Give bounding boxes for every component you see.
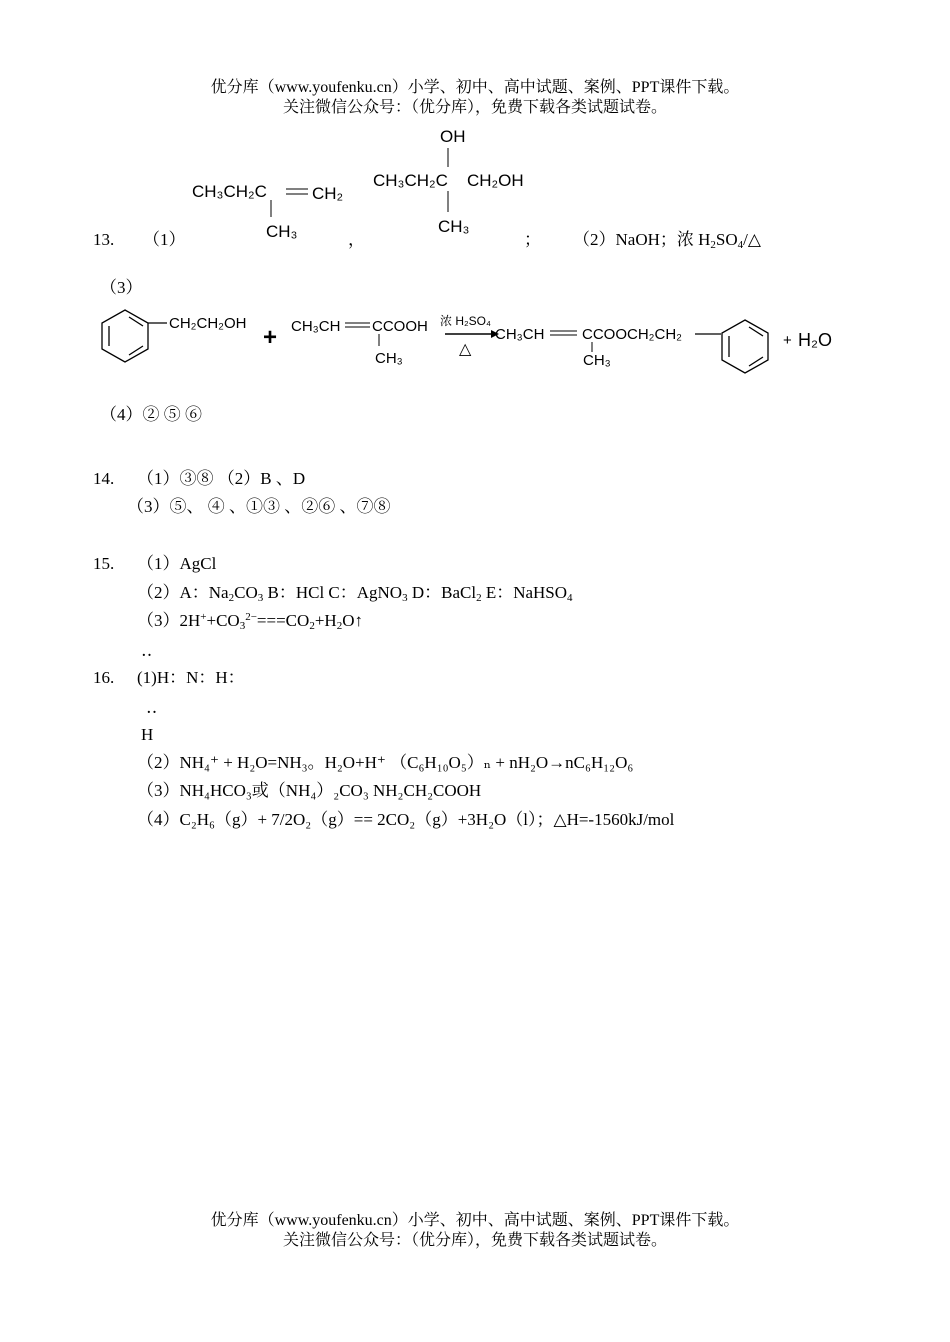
q13-reaction xyxy=(95,300,855,390)
q14-number: 14. xyxy=(93,469,115,488)
q13-structures xyxy=(180,120,540,245)
header-line-1: 优分库（www.youfenku.cn）小学、初中、高中试题、案例、PPT课件下载。 xyxy=(210,79,740,96)
q14-line1: （1）③⑧ （2）B 、D xyxy=(137,469,306,488)
q15-dots: ‥ xyxy=(141,641,153,660)
product-right: CCOOCH₂CH₂ xyxy=(582,326,682,343)
q13-part4: （4）② ⑤ ⑥ xyxy=(100,405,202,424)
water: H₂O xyxy=(798,330,832,350)
product-branch: CH₃ xyxy=(583,352,611,369)
q13-part1: （1） xyxy=(143,230,186,249)
product-main: CH₃CH xyxy=(495,326,545,343)
q16-line2: （2）NH₄⁺ + H₂O=NH₃。H₂O+H⁺ （C₆H₁₀O₅）ₙ + nH₂O→nC₆H₁₂O₆ xyxy=(137,753,634,772)
q15-number: 15. xyxy=(93,554,115,573)
q13-number: 13. xyxy=(93,230,115,249)
struct1-right: CH₂ xyxy=(312,184,344,203)
header-line-2: 关注微信公众号：（优分库），免费下载各类试题试卷。 xyxy=(282,99,667,116)
q16-line1: (1)H：N：H： xyxy=(137,668,245,687)
plus-sign-1: + xyxy=(263,324,278,351)
q16-line3: （3）NH₄HCO₃或（NH₄）₂CO₃ NH₂CH₂COOH xyxy=(137,781,482,800)
q13-part3: （3） xyxy=(100,278,143,297)
condition-bottom: △ xyxy=(459,341,472,358)
struct1-branch: CH₃ xyxy=(266,222,298,241)
q16-h: H xyxy=(141,725,154,744)
q13-part2: （2）NaOH；浓 $H_2SO_4/\triangle$ xyxy=(573,230,761,251)
q16-line4: （4）C₂H₆（g）+ 7/2O₂（g）== 2CO₂（g）+3H₂O（l）；△H=-1560kJ/mol xyxy=(137,810,675,829)
plus-sign-2: + xyxy=(783,332,792,349)
struct2-main: CH₃CH₂C xyxy=(373,171,448,190)
q14-line2: （3）⑤、 ④ 、①③ 、②⑥ 、⑦⑧ xyxy=(127,497,391,516)
q13-comma: ， xyxy=(348,230,365,249)
reactant1-chain: CH₂CH₂OH xyxy=(169,315,247,332)
q15-line3: $(3)2H^++CO_3^{2-}===CO_2+H_2O↑$ xyxy=(137,611,363,632)
reactant2-right: CCOOH xyxy=(372,318,428,335)
struct2-branch: CH₃ xyxy=(438,217,470,236)
footer-line-2: 关注微信公众号：（优分库），免费下载各类试题试卷。 xyxy=(282,1232,667,1249)
struct1-main: CH₃CH₂C xyxy=(192,182,267,201)
q13-semicolon: ； xyxy=(524,230,541,249)
struct2-top: OH xyxy=(440,127,466,146)
reactant2-main: CH₃CH xyxy=(291,318,341,335)
reactant2-branch: CH₃ xyxy=(375,350,403,367)
condition-top: 浓 H₂SO₄ xyxy=(440,314,491,328)
struct2-right: CH₂OH xyxy=(467,171,524,190)
q16-dots: ‥ xyxy=(146,698,158,717)
q15-line2: （2）A：$Na_2CO_3$ B：HCl C：AgNO$_3$ D：BaCl$_2$ E：NaHSO$_4$ xyxy=(137,583,573,604)
footer-line-1: 优分库（www.youfenku.cn）小学、初中、高中试题、案例、PPT课件下载。 xyxy=(210,1212,740,1229)
q16-number: 16. xyxy=(93,668,115,687)
q15-line1: （1）AgCl xyxy=(137,554,217,573)
